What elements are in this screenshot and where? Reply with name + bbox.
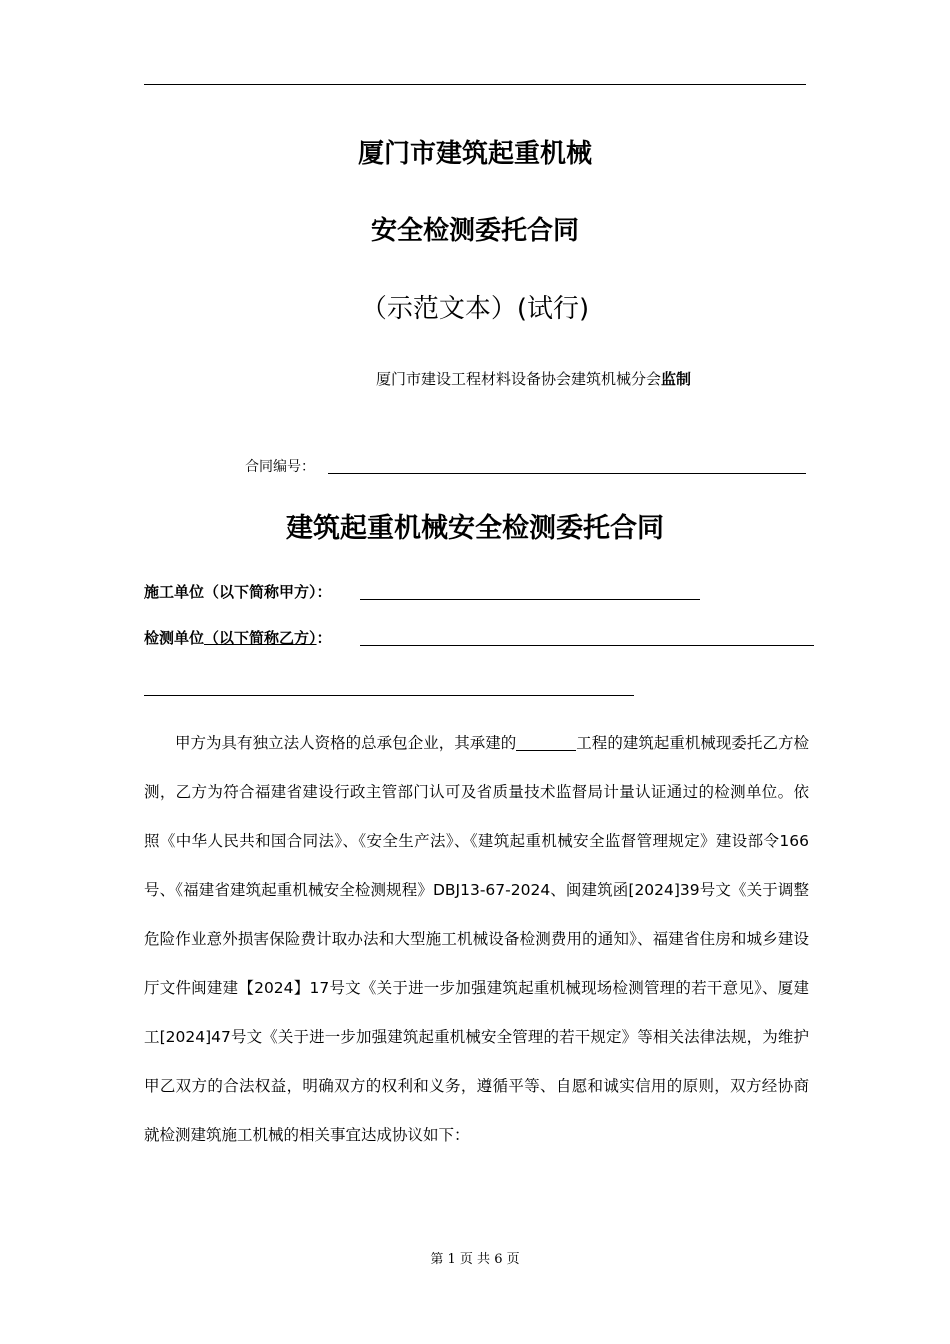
main-title: 建筑起重机械安全检测委托合同 — [286, 513, 664, 544]
top-divider — [144, 84, 806, 85]
contract-number-label: 合同编号： — [245, 459, 315, 475]
party-b-label — [144, 627, 332, 648]
document-code-1: [2024]39 — [628, 881, 700, 899]
party-b-label-start: 检测单位 — [144, 629, 205, 647]
preamble-text-1: 甲方为具有独立法人资格的总承包企业，其承建的 — [175, 734, 517, 752]
issuer-name: 厦门市建设工程材料设备协会建筑机械分会 — [376, 370, 662, 388]
preamble-text-3: 号、《福建省建筑起重机械安全检测规程》 — [144, 881, 433, 899]
preamble-text-7: 号文《关于进一步加强建筑起重机械安全管理的若干规定》等相关法律法规，为维护甲乙双方的合法权益，明确双方的权利和义务，遵循平等、自愿和诚实信用的原则，双方经协商就检测建筑施工机械的相关事宜达成协议如下： — [144, 1028, 809, 1144]
document-title-line-3: （示范文本）(试行) — [360, 294, 590, 324]
standard-code: DBJ13-67-2024 — [432, 881, 551, 899]
preamble-text-2: 工程的建筑起重机械现委托乙方检测，乙方为符合福建省建设行政主管部门认可及省质量技术监督局计量认证通过的检测单位。依照《中华人民共和国合同法》、《安全生产法》、《建筑起重机械安全监督管理规定》建设部令 — [144, 734, 809, 850]
document-title-line-2: 安全检测委托合同 — [370, 216, 579, 246]
document-title-line-1: 厦门市建筑起重机械 — [357, 139, 592, 169]
party-b-label-underlined: （以下简称乙方） — [204, 629, 317, 647]
preamble-paragraph — [144, 719, 809, 1160]
decree-number: 166 — [779, 832, 809, 850]
page-number: 第 1 页 共 6 页 — [430, 1252, 520, 1267]
party-b-field[interactable] — [360, 645, 814, 646]
issuer-suffix: 监制 — [661, 370, 692, 388]
party-b-label-end: ： — [316, 629, 332, 647]
project-name-blank[interactable] — [516, 735, 576, 752]
party-a-field[interactable] — [360, 599, 700, 600]
contract-number-field[interactable] — [328, 473, 806, 474]
preamble-text-4: 、闽建筑函 — [550, 881, 629, 899]
document-code-3: [2024]47 — [159, 1028, 231, 1046]
preamble-text-5: 号文《关于调整危险作业意外损害保险费计取办法和大型施工机械设备检测费用的通知》、福建省住房和城乡建设厅文件闽建建 — [144, 881, 809, 997]
party-a-label: 施工单位（以下简称甲方）： — [144, 583, 332, 601]
preamble-text-6: 号文《关于进一步加强建筑起重机械现场检测管理的若干意见》、厦建工 — [144, 979, 809, 1046]
issuer — [376, 368, 691, 389]
party-b-field-continued[interactable] — [144, 695, 634, 696]
document-code-2: 【2024】17 — [238, 979, 330, 997]
